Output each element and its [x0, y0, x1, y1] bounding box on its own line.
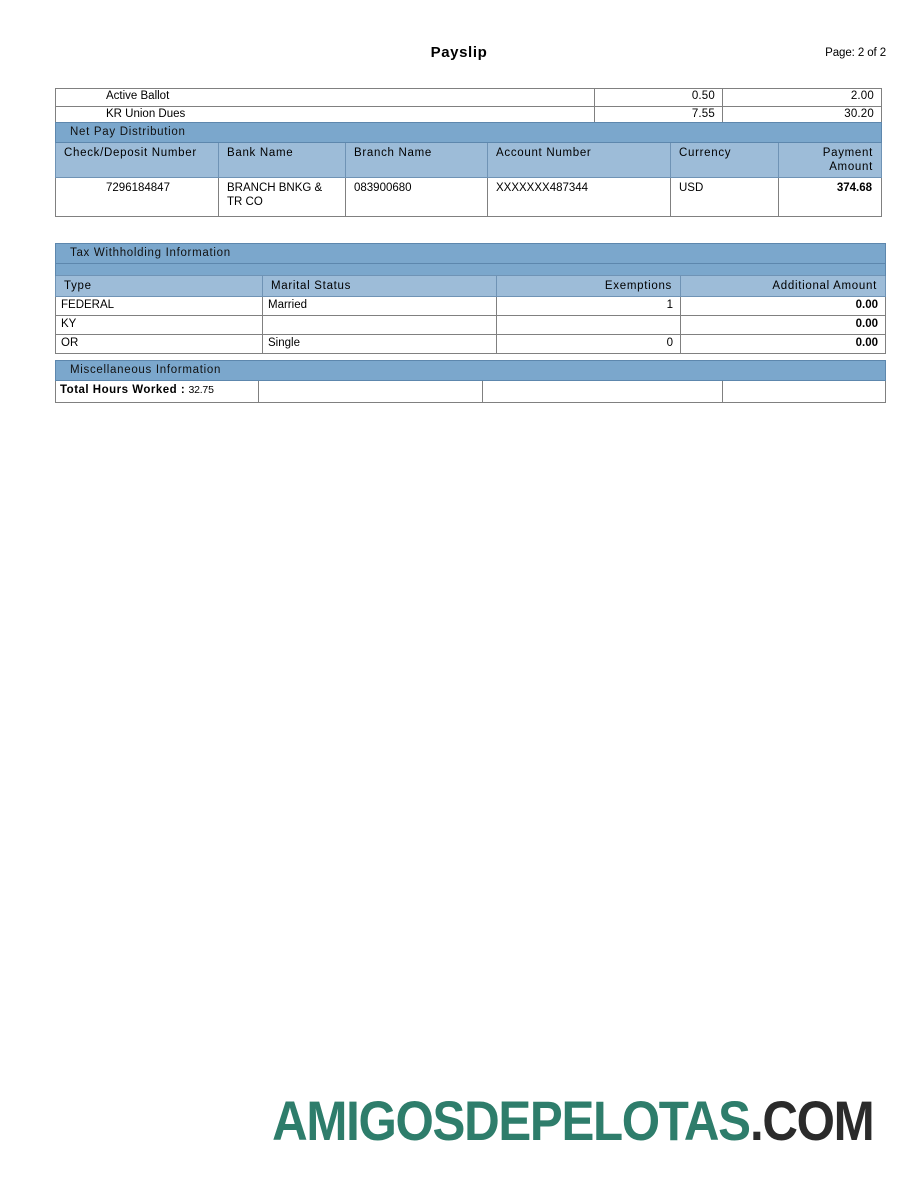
deduction-ytd-amount: 30.20 — [723, 107, 882, 125]
deduction-current-amount: 7.55 — [595, 107, 723, 125]
column-header-account-number: Account Number — [488, 143, 671, 178]
deduction-label: KR Union Dues — [56, 107, 595, 125]
section-title-row — [56, 244, 886, 264]
cell-tax-type: OR — [56, 335, 263, 354]
table-row — [56, 381, 886, 403]
column-header-check-deposit-number: Check/Deposit Number — [56, 143, 219, 178]
table-row — [56, 89, 882, 107]
column-header-type: Type — [56, 276, 263, 297]
table-row — [56, 178, 882, 217]
column-header-row — [56, 143, 882, 178]
deduction-ytd-amount: 2.00 — [723, 89, 882, 107]
cell-check-deposit-number: 7296184847 — [56, 178, 219, 217]
tax-section-spacer — [56, 264, 886, 276]
table-row — [56, 297, 886, 316]
cell-additional-amount: 0.00 — [681, 335, 886, 354]
cell-tax-type: FEDERAL — [56, 297, 263, 316]
cell-misc-empty — [723, 381, 886, 403]
table-row — [56, 316, 886, 335]
section-title-row — [56, 123, 882, 143]
cell-exemptions: 0 — [497, 335, 681, 354]
cell-additional-amount: 0.00 — [681, 297, 886, 316]
column-header-payment-amount: Payment Amount — [779, 143, 882, 178]
section-title-row — [56, 361, 886, 381]
deduction-current-amount: 0.50 — [595, 89, 723, 107]
watermark-tld-text: .COM — [749, 1089, 874, 1152]
cell-tax-type: KY — [56, 316, 263, 335]
cell-currency: USD — [671, 178, 779, 217]
cell-bank-name: BRANCH BNKG & TR CO — [219, 178, 346, 217]
miscellaneous-information-table — [55, 360, 886, 403]
total-hours-worked-value: 32.75 — [188, 384, 214, 396]
cell-exemptions — [497, 316, 681, 335]
cell-marital-status: Single — [263, 335, 497, 354]
column-header-currency: Currency — [671, 143, 779, 178]
cell-additional-amount: 0.00 — [681, 316, 886, 335]
cell-marital-status — [263, 316, 497, 335]
cell-account-number: XXXXXXX487344 — [488, 178, 671, 217]
deduction-label: Active Ballot — [56, 89, 595, 107]
net-pay-section-title: Net Pay Distribution — [56, 123, 882, 143]
page-number-label: Page: 2 of 2 — [825, 47, 886, 59]
column-header-marital-status: Marital Status — [263, 276, 497, 297]
tax-section-title: Tax Withholding Information — [56, 244, 886, 264]
column-header-branch-name: Branch Name — [346, 143, 488, 178]
column-header-row — [56, 276, 886, 297]
watermark — [0, 1089, 918, 1152]
column-header-additional-amount: Additional Amount — [681, 276, 886, 297]
tax-withholding-table — [55, 243, 886, 354]
cell-total-hours-worked — [56, 381, 259, 403]
cell-misc-empty — [483, 381, 723, 403]
table-row — [56, 335, 886, 354]
watermark-brand-text: AMIGOSDEPELOTAS — [272, 1089, 750, 1152]
cell-misc-empty — [259, 381, 483, 403]
cell-payment-amount: 374.68 — [779, 178, 882, 217]
section-spacer-row — [56, 264, 886, 276]
column-header-bank-name: Bank Name — [219, 143, 346, 178]
column-header-exemptions: Exemptions — [497, 276, 681, 297]
cell-marital-status: Married — [263, 297, 497, 316]
net-pay-distribution-table — [55, 122, 882, 217]
document-header — [0, 44, 918, 66]
miscellaneous-section-title: Miscellaneous Information — [56, 361, 886, 381]
total-hours-worked-label: Total Hours Worked : — [60, 384, 186, 396]
page-title: Payslip — [430, 44, 488, 61]
cell-exemptions: 1 — [497, 297, 681, 316]
deductions-table — [55, 88, 882, 125]
cell-branch-name: 083900680 — [346, 178, 488, 217]
